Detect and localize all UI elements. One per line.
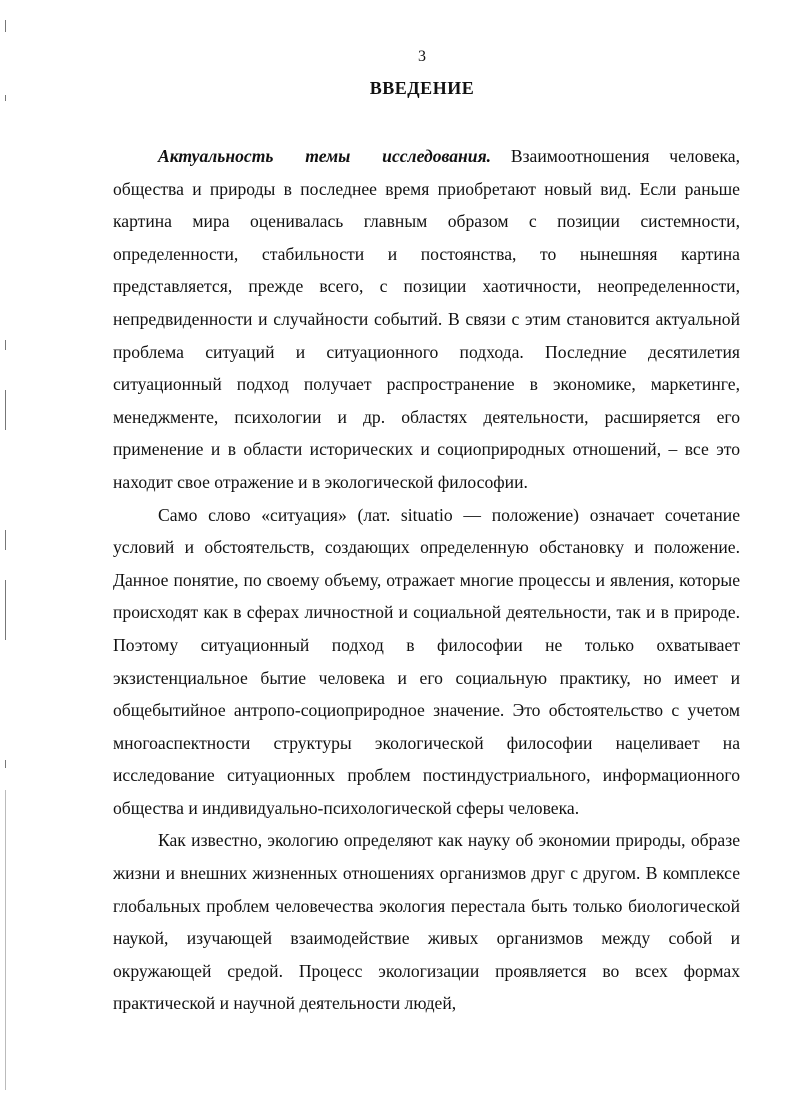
scan-artifact	[5, 760, 6, 768]
paragraph-text: Взаимоотношения человека, общества и природы в последнее время приобретают новый вид. Если раньше картина мира оценивалась главным образом с позиции системности, определенности, стабильности и постоянства, то нынешняя картина представляется, прежде всего, с позиции хаотичности, неопределенности, непредвиденности и случайности событий. В связи с этим становится актуальной проблема ситуаций и ситуационного подхода. Последние десятилетия ситуационный подход получает распространение в экономике, маркетинге, менеджменте, психологии и др. областях деятельности, расширяется его применение и в области исторических и социоприродных отношений, – все это находит свое отражение и в экологической философии.	[113, 146, 741, 492]
scan-artifact	[5, 340, 6, 350]
scan-artifact	[5, 580, 6, 640]
scan-artifact	[5, 790, 6, 1090]
paragraph-text: Само слово «ситуация» (лат. situatio — положение) означает сочетание условий и обстоятельств, создающих определенную обстановку и положение. Данное понятие, по своему объему, отражает многие процессы и явления, которые происходят как в сферах личностной и социальной деятельности, так и в природе. Поэтому ситуационный подход в философии не только охватывает экзистенциальное бытие человека и его социальную практику, но имеет и общебытийное антропо-социоприродное значение. Это обстоятельство с учетом многоаспектности структуры экологической философии нацеливает на исследование ситуационных проблем постиндустриального, информационного общества и индивидуально-психологической сферы человека.	[113, 504, 740, 818]
paragraph-3	[113, 824, 740, 1020]
paragraph-2	[113, 499, 740, 825]
scan-artifact	[5, 20, 6, 32]
page-title: ВВЕДЕНИЕ	[369, 78, 475, 98]
body-text	[113, 140, 740, 1020]
page-number: 3	[418, 48, 426, 65]
scan-artifact	[5, 390, 6, 430]
paragraph-1	[113, 140, 740, 499]
paragraph-lead: Актуальность темы исследования.	[158, 146, 492, 166]
scan-artifact	[5, 530, 6, 550]
paragraph-text: Как известно, экологию определяют как науку об экономии природы, образе жизни и внешних жизненных отношениях организмов друг с другом. В комплексе глобальных проблем человечества экология перестала быть только биологической наукой, изучающей взаимодействие живых организмов между собой и окружающей средой. Процесс экологизации проявляется во всех формах практической и научной деятельности людей,	[113, 830, 740, 1014]
